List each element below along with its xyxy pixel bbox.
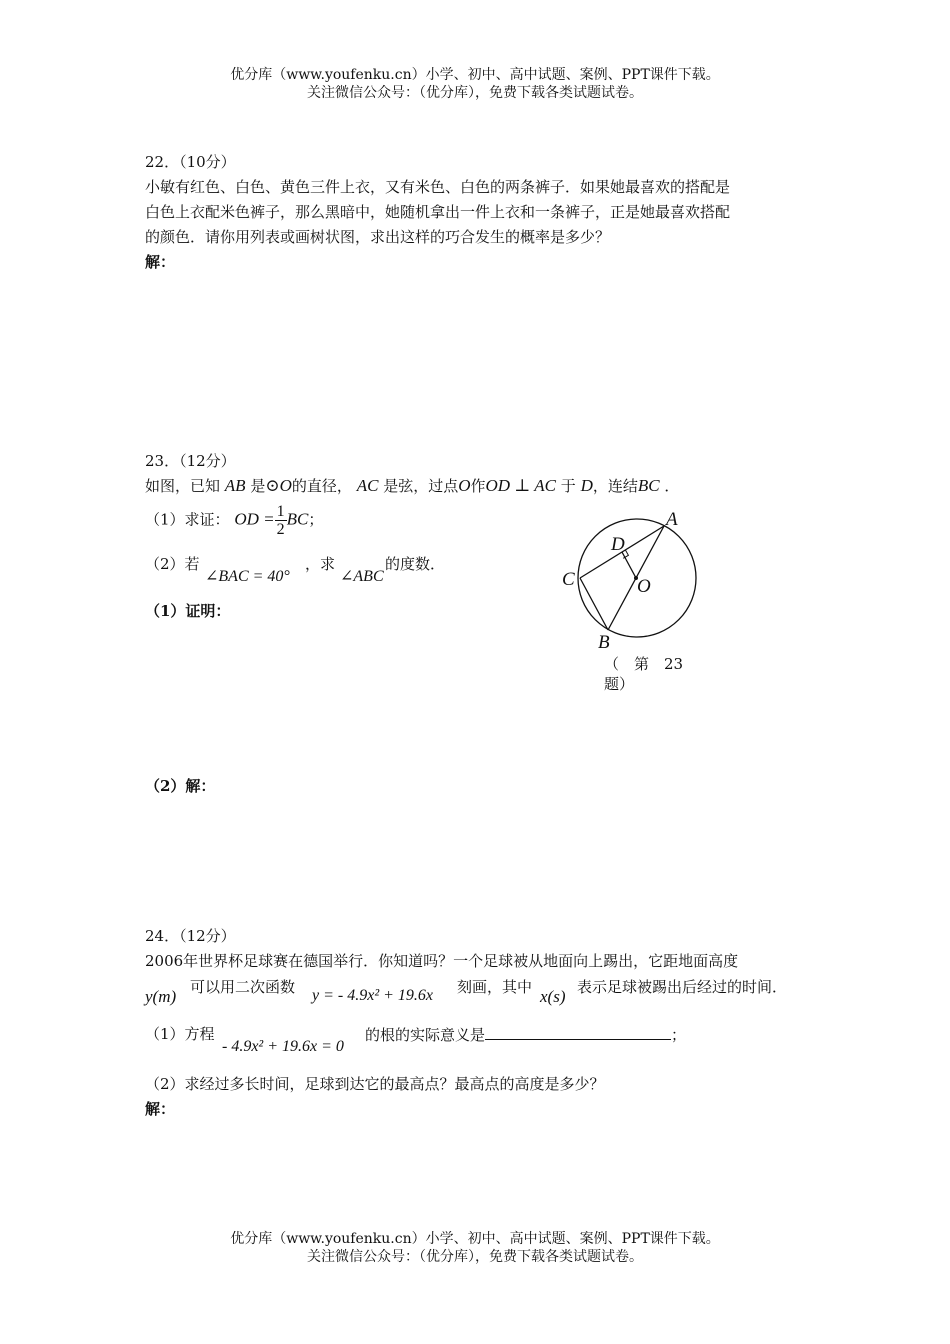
q23-circle-figure <box>555 505 715 655</box>
q22-answer-label: 解： <box>145 253 176 271</box>
q22-line-3: 的颜色．请你用列表或画树状图，求出这样的巧合发生的概率是多少？ <box>145 228 611 246</box>
q24-answer-label: 解： <box>145 1100 176 1118</box>
q24-xs: x(s) <box>540 987 566 1006</box>
q22-line-1: 小敏有红色、白色、黄色三件上衣，又有米色、白色的两条裤子．如果她最喜欢的搭配是 <box>145 178 731 196</box>
header-line-2: 关注微信公众号：（优分库），免费下载各类试题试卷。 <box>307 85 643 101</box>
q22-line-2: 白色上衣配米色裤子，那么黑暗中，她随机拿出一件上衣和一条裤子，正是她最喜欢搭配 <box>145 203 731 221</box>
label-b: B <box>598 632 610 653</box>
q24-function: y = - 4.9x² + 19.6x <box>312 987 434 1004</box>
answer-blank[interactable] <box>485 1025 671 1040</box>
one-half-fraction: $\frac{1}{2}$ <box>276 503 285 538</box>
q24-number: 24．（12分） <box>145 927 236 945</box>
figure-caption-line-1: （ 第 23 <box>604 655 684 673</box>
footer-line-1: 优分库（www.youfenku.cn）小学、初中、高中试题、案例、PPT课件下载。 <box>230 1231 720 1247</box>
q24-line-2b: 刻画，其中 <box>457 978 533 996</box>
q23-part-2: （2）若 <box>145 555 200 573</box>
q23-part-2-end: 的度数． <box>385 555 446 573</box>
label-c: C <box>562 569 575 590</box>
q24-ym: y(m) <box>145 987 177 1006</box>
q23-angle-abc: ∠ABC <box>340 568 384 585</box>
q24-line-2c: 表示足球被踢出后经过的时间． <box>577 978 788 996</box>
q23-intro: 如图，已知 AB 是⊙O的直径， AC 是弦，过点O作OD ⊥ AC 于 D，连结BC ． <box>145 476 680 495</box>
header-line-1: 优分库（www.youfenku.cn）小学、初中、高中试题、案例、PPT课件下载。 <box>230 67 720 83</box>
q23-proof-label: （1）证明： <box>145 602 231 620</box>
footer-line-2: 关注微信公众号：（优分库），免费下载各类试题试卷。 <box>307 1249 643 1265</box>
segment-od <box>622 552 636 578</box>
q24-part-1-label: （1）方程 <box>145 1025 215 1043</box>
q24-part-1-mid: 的根的实际意义是 ； <box>365 1026 687 1044</box>
q23-solve-label: （2）解： <box>145 777 216 795</box>
q23-number: 23．（12分） <box>145 452 236 470</box>
label-a: A <box>666 509 678 530</box>
label-o: O <box>637 576 651 597</box>
q24-part-2: （2）求经过多长时间，足球到达它的最高点？最高点的高度是多少？ <box>145 1075 605 1093</box>
label-d: D <box>611 534 625 555</box>
q22-number: 22．（10分） <box>145 153 236 171</box>
q23-angle-bac: ∠BAC = 40° <box>205 568 290 585</box>
q24-equation: - 4.9x² + 19.6x = 0 <box>222 1038 344 1055</box>
figure-caption-line-2: 题） <box>604 675 635 693</box>
q24-line-2a: 可以用二次函数 <box>190 978 296 996</box>
q23-part-2-mid: ，求 <box>305 555 336 573</box>
q23-part-1: （1）求证： OD = $\frac{1}{2}$ BC； <box>145 503 324 538</box>
q24-line-1: 2006年世界杯足球赛在德国举行．你知道吗？一个足球被从地面向上踢出，它距地面高度 <box>145 952 739 970</box>
